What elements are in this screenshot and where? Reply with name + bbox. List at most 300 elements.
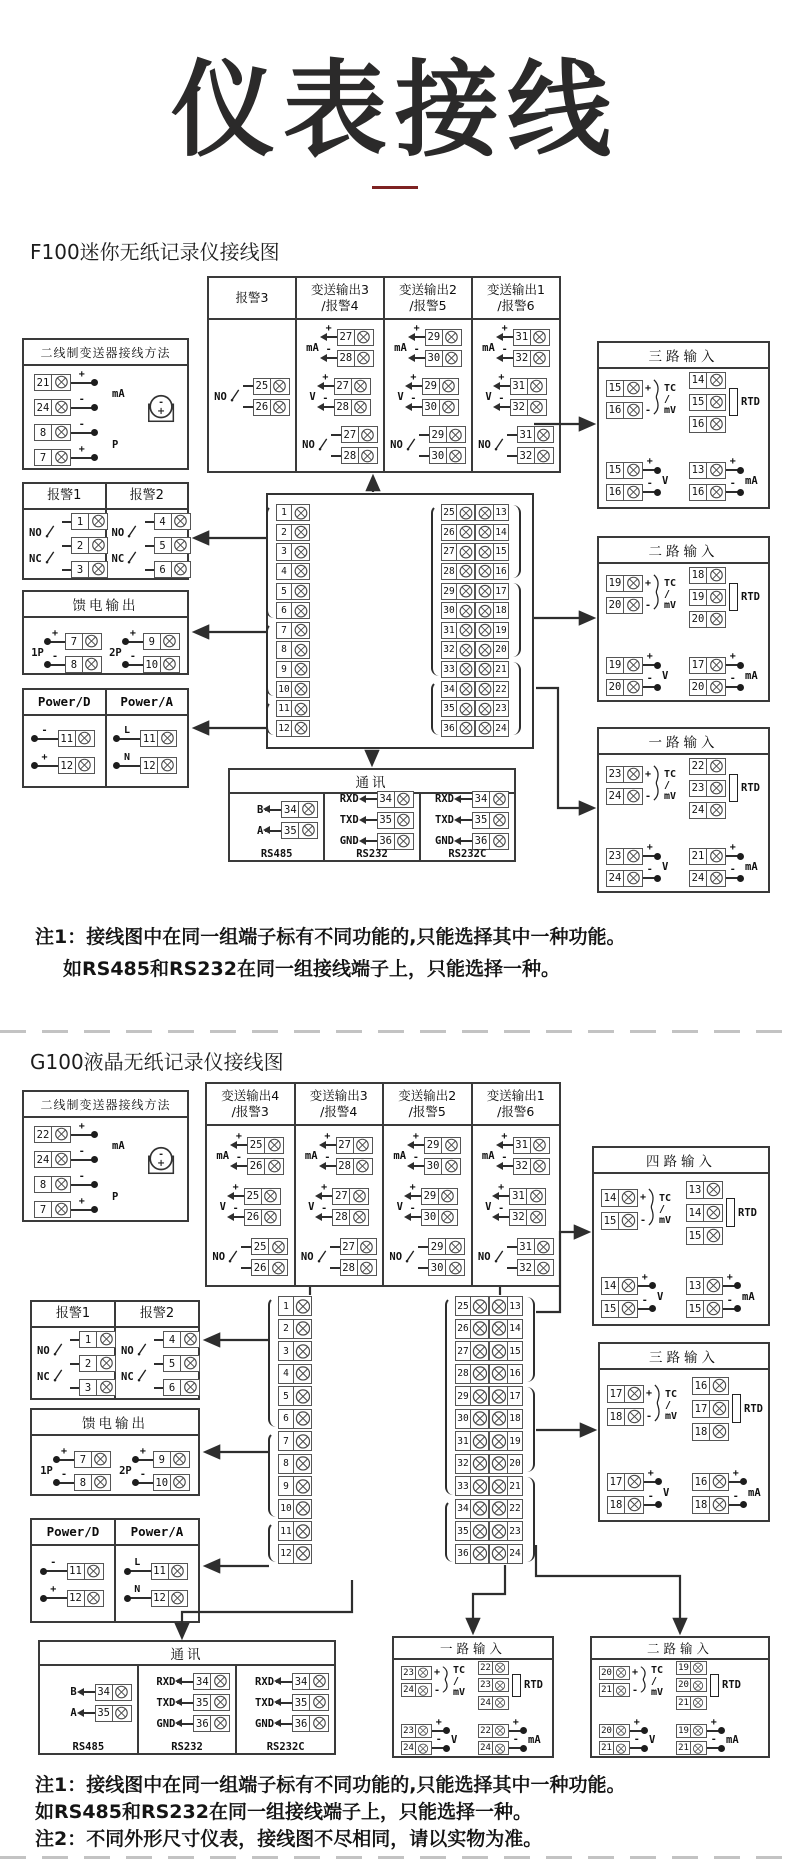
screw-icon <box>354 1138 372 1153</box>
sign-label: + <box>139 1445 146 1457</box>
diagram-part <box>301 1248 328 1267</box>
sign-label: + <box>729 842 736 853</box>
label-rtd: RTD <box>741 396 760 408</box>
diagram-part <box>24 716 187 788</box>
diagram-part: NO <box>29 526 42 539</box>
terminal-row <box>599 1664 640 1682</box>
f_in1-title: 一路输入 <box>599 729 768 755</box>
terminal-row <box>255 1694 334 1711</box>
label-rxd: RXD <box>255 1675 275 1688</box>
terminal-8 <box>65 656 102 673</box>
sign-label: + <box>501 1131 508 1143</box>
wire-segment <box>71 393 95 409</box>
screw-icon <box>710 1424 728 1440</box>
screw-icon <box>535 427 553 442</box>
terminal-number: 20 <box>690 612 707 627</box>
screw-icon <box>457 564 474 579</box>
label-ma: mA <box>745 670 758 682</box>
terminal-number: 15 <box>493 544 508 559</box>
terminal-34 <box>377 791 414 808</box>
resistor-icon <box>729 583 738 612</box>
tc-label-line: / <box>665 1399 672 1411</box>
terminal-row <box>278 1363 312 1386</box>
terminal-number: 18 <box>507 1410 522 1428</box>
terminal-23 <box>401 1666 432 1680</box>
wire-segment <box>507 1246 517 1248</box>
terminal-number: 5 <box>164 1356 181 1371</box>
group-no <box>212 1236 288 1278</box>
label-rxd: RXD <box>156 1675 176 1688</box>
terminal-20 <box>599 1666 630 1680</box>
terminal-number: 4 <box>155 514 172 529</box>
group-no <box>389 1236 465 1278</box>
diagram-part <box>606 456 658 503</box>
communication-block <box>228 768 516 862</box>
terminal-30 <box>422 399 459 416</box>
tc-label-line: / <box>664 779 671 791</box>
terminal-row <box>689 777 726 799</box>
wire-segment <box>729 1467 744 1483</box>
terminal-6 <box>154 561 191 578</box>
terminal-number: 24 <box>607 871 624 886</box>
terminal-row <box>278 1475 312 1498</box>
terminal-19 <box>475 622 509 639</box>
terminal-15 <box>601 1300 638 1318</box>
label-no <box>112 523 139 542</box>
label-txd: TXD <box>255 1696 275 1709</box>
group-1p <box>40 1445 111 1494</box>
transmitter-icon <box>145 1144 179 1182</box>
label-no: NO <box>300 1251 314 1264</box>
group-bracket <box>266 701 274 735</box>
terminal-number: 34 <box>473 792 490 807</box>
comm-column <box>421 794 514 862</box>
screw-icon <box>439 1189 457 1204</box>
screw-icon <box>624 680 642 695</box>
screw-icon <box>443 351 461 366</box>
screw-icon <box>531 351 549 366</box>
sign-label: - <box>139 1468 146 1480</box>
switch-icon <box>137 1367 148 1386</box>
screw-icon <box>476 603 493 618</box>
group-ma <box>481 1131 550 1177</box>
terminal-number: 31 <box>442 623 457 638</box>
screw-icon <box>52 400 70 415</box>
terminal-15 <box>601 1212 638 1230</box>
terminal-5 <box>278 1386 312 1406</box>
terminal-row <box>435 833 514 850</box>
screw-icon <box>710 1474 728 1490</box>
terminal-4 <box>278 1364 312 1384</box>
diagram-part <box>606 842 658 889</box>
screw-icon <box>614 1742 629 1754</box>
screw-icon <box>457 603 474 618</box>
g_in2-title: 二路输入 <box>592 1638 768 1660</box>
terminal-row <box>441 523 509 543</box>
wire-segment <box>241 1267 251 1269</box>
terminal-row <box>606 572 653 594</box>
screw-icon <box>625 1409 643 1425</box>
switch-icon <box>137 1341 148 1360</box>
wire-segment <box>643 478 658 493</box>
terminal-number: 24 <box>479 1697 493 1709</box>
wire-segment <box>406 1203 421 1218</box>
power-column <box>32 1546 116 1623</box>
group-no <box>214 376 290 418</box>
group-bracket <box>266 623 274 696</box>
terminal-row <box>455 1408 523 1431</box>
wire-segment <box>495 372 510 387</box>
tc-label-line: mV <box>665 1410 678 1422</box>
terminal-row <box>441 699 509 719</box>
terminal-number: 26 <box>254 400 271 415</box>
screw-icon <box>476 525 493 540</box>
wire-segment <box>494 1203 509 1218</box>
terminal-number: 19 <box>677 1725 691 1737</box>
input-block <box>597 341 770 509</box>
terminal-11 <box>278 1521 312 1541</box>
sign-label: - <box>435 1734 442 1746</box>
terminal-row <box>606 377 653 399</box>
power-title: Power/A <box>130 1524 184 1540</box>
label-v: V <box>662 475 669 487</box>
screw-icon <box>271 379 289 394</box>
terminal-row <box>276 581 310 601</box>
terminal-row <box>62 537 108 554</box>
wire-segment <box>643 673 658 688</box>
diagram-part <box>209 278 559 320</box>
wire-segment <box>276 1702 292 1704</box>
terminal-1 <box>276 504 310 521</box>
terminal-row <box>606 763 653 785</box>
terminal-number: 23 <box>402 1667 416 1679</box>
screw-icon <box>211 1695 229 1710</box>
feed-body <box>32 1436 198 1494</box>
terminal-row <box>330 1257 377 1278</box>
terminal-row <box>478 1734 524 1758</box>
terminal-number: 14 <box>507 1320 522 1338</box>
terminal-number: 30 <box>426 351 443 366</box>
terminal-number: 16 <box>507 1365 522 1383</box>
group-v <box>606 651 669 698</box>
screw-icon <box>476 584 493 599</box>
terminal-row <box>441 621 509 641</box>
sign-label: - <box>645 599 652 611</box>
label-no <box>121 1341 148 1360</box>
screw-icon <box>528 379 546 394</box>
screw-icon <box>707 373 725 388</box>
screw-icon <box>52 450 70 465</box>
screw-icon <box>471 1410 488 1428</box>
screw-icon <box>691 1697 706 1709</box>
label-no: NO <box>477 1251 491 1264</box>
terminal-strip-dual <box>455 1295 523 1565</box>
diagram-part <box>70 1339 79 1341</box>
terminal-number: 30 <box>425 1159 442 1174</box>
terminal-number: 13 <box>687 1278 704 1294</box>
alarm-column <box>32 1328 116 1400</box>
wire-path <box>536 688 593 808</box>
power-title: Power/D <box>24 690 107 714</box>
terminal-number: 19 <box>677 1662 691 1674</box>
wire-segment <box>644 1490 659 1506</box>
terminal-20 <box>689 679 726 696</box>
wire-segment <box>495 393 510 408</box>
terminal-number: 8 <box>279 1455 294 1473</box>
wire-path <box>473 1565 505 1632</box>
screw-icon <box>299 823 317 838</box>
section-divider-dashed <box>0 1030 790 1033</box>
brace-icon <box>640 1666 648 1697</box>
terminal-row <box>255 1715 334 1732</box>
wire-segment <box>498 344 513 359</box>
terminal-21 <box>676 1741 707 1755</box>
screw-icon <box>181 1332 199 1347</box>
label-nc <box>37 1367 64 1386</box>
diagram-part <box>607 1467 659 1516</box>
terminal-number: 31 <box>510 1189 527 1204</box>
wire-segment <box>630 1734 645 1749</box>
terminal-number: 16 <box>493 564 508 579</box>
wire-segment <box>456 840 472 842</box>
sign-label: + <box>129 627 136 639</box>
sign-label: - <box>646 1411 653 1422</box>
diagram-part <box>686 1271 738 1320</box>
label-gnd: GND <box>339 835 359 847</box>
terminal-35 <box>193 1694 230 1711</box>
terminal-row <box>419 445 466 466</box>
terminal-4 <box>154 513 191 530</box>
terminal-15 <box>606 380 643 397</box>
wire-segment <box>330 1267 340 1269</box>
sign-label: + <box>647 1467 654 1479</box>
screw-icon <box>52 1127 70 1142</box>
terminal-14 <box>475 524 509 541</box>
terminal-26 <box>251 1259 288 1276</box>
terminal-number: 15 <box>607 381 624 396</box>
title-line1: 变送输出3 <box>311 282 369 298</box>
g_twowire-title: 二线制变送器接线方法 <box>24 1092 187 1118</box>
terminal-12 <box>151 1590 188 1607</box>
terminal-row <box>692 1397 729 1420</box>
terminal-row <box>601 1294 653 1320</box>
terminal-row <box>676 1734 722 1758</box>
terminal-32 <box>513 350 550 367</box>
screw-icon <box>710 1497 728 1513</box>
screw-icon <box>471 1387 488 1405</box>
screw-icon <box>707 485 725 500</box>
diagram-part <box>390 436 417 455</box>
terminal-29 <box>424 1137 461 1154</box>
terminal-row <box>692 1374 729 1397</box>
group-v <box>607 1467 670 1516</box>
diagram-part <box>212 1248 239 1267</box>
wire-segment <box>494 1182 509 1197</box>
sign-label: + <box>498 372 505 383</box>
diagram-part <box>32 1328 198 1400</box>
resistor-icon <box>732 1394 741 1424</box>
screw-icon <box>355 351 373 366</box>
terminal-number: 21 <box>600 1684 614 1696</box>
resistor-icon <box>726 1198 735 1228</box>
tc-label-line: TC <box>664 768 677 780</box>
terminal-3 <box>276 543 310 560</box>
terminal-number: 1 <box>277 505 292 520</box>
wire-segment <box>241 1246 251 1248</box>
terminal-11 <box>58 730 95 747</box>
terminal-6 <box>276 602 310 619</box>
terminal-number: 7 <box>277 623 292 638</box>
terminal-row <box>478 1694 509 1712</box>
wire-segment <box>71 1120 95 1136</box>
output-column <box>296 1126 385 1287</box>
terminal-number: 31 <box>518 1239 535 1254</box>
terminal-row <box>278 1430 312 1453</box>
terminal-row <box>689 478 741 503</box>
terminal-12 <box>276 720 310 737</box>
screw-icon <box>440 400 458 415</box>
screw-icon <box>447 427 465 442</box>
label-no: NO <box>302 439 315 452</box>
screw-icon <box>704 1301 722 1317</box>
terminal-18 <box>689 567 726 584</box>
terminal-number: 11 <box>59 731 76 746</box>
terminal-number: 11 <box>277 701 292 716</box>
screw-icon <box>614 1667 629 1679</box>
diagram-part <box>145 521 154 523</box>
terminal-number: 16 <box>693 1378 710 1394</box>
label-b: B <box>70 1686 77 1698</box>
group-v <box>396 1182 458 1228</box>
tc-label-line: TC <box>664 382 677 394</box>
screw-icon <box>294 1410 311 1428</box>
diagram-part <box>676 1659 707 1712</box>
switch-icon <box>494 436 505 455</box>
brace-icon <box>648 1188 656 1230</box>
terminal-15 <box>686 1300 723 1318</box>
screw-icon <box>490 1365 507 1383</box>
group-v <box>397 372 458 418</box>
terminal-number: 35 <box>293 1695 310 1710</box>
wire-segment <box>707 1716 722 1732</box>
terminal-number: 15 <box>602 1301 619 1317</box>
diagram-part <box>62 521 71 523</box>
sign-label: - <box>645 790 652 802</box>
diagram-part: NC <box>111 552 125 565</box>
terminal-24 <box>606 870 643 887</box>
screw-icon <box>358 1239 376 1254</box>
screw-icon <box>442 1138 460 1153</box>
group-1p <box>31 627 102 676</box>
terminal-number: 26 <box>245 1210 262 1225</box>
terminal-15 <box>686 1227 723 1245</box>
screw-icon <box>294 1522 311 1540</box>
diagram-part <box>331 424 378 466</box>
terminal-28 <box>340 1259 377 1276</box>
diagram-part <box>62 545 71 547</box>
terminal-16 <box>475 563 509 580</box>
alarm-title: 报警1 <box>24 484 107 508</box>
terminal-16 <box>606 402 643 419</box>
diagram-part <box>498 323 550 369</box>
screw-icon <box>92 1452 110 1467</box>
label-ma: mA <box>306 341 319 354</box>
transmit-output-block <box>205 1082 561 1287</box>
sign-label: + <box>633 1716 640 1728</box>
terminal-row <box>689 413 726 435</box>
sign-label: - <box>78 1145 85 1157</box>
terminal-number: 28 <box>442 564 457 579</box>
terminal-row <box>319 393 371 418</box>
terminal-row <box>455 1543 523 1566</box>
terminal-number: 8 <box>75 1475 92 1490</box>
screw-icon <box>527 1189 545 1204</box>
diagram-part <box>692 1374 729 1443</box>
terminal-row <box>154 1379 200 1396</box>
screw-icon <box>350 1189 368 1204</box>
sign-label: + <box>645 768 652 780</box>
wire-segment <box>135 1445 153 1461</box>
terminal-31 <box>441 622 475 639</box>
g100-section-heading: G100液晶无纸记录仪接线图 <box>30 1050 284 1074</box>
sign-label: - <box>322 393 329 404</box>
terminal-number: 18 <box>693 1497 710 1513</box>
terminal-row <box>689 755 726 777</box>
terminal-34 <box>292 1673 329 1690</box>
terminal-row <box>62 513 108 530</box>
terminal-21 <box>489 1476 523 1496</box>
terminal-2 <box>276 524 310 541</box>
screw-icon <box>158 731 176 746</box>
diagram-part: NC <box>29 552 42 565</box>
terminal-11 <box>67 1563 104 1580</box>
terminal-number: 13 <box>690 463 707 478</box>
terminal-number: 32 <box>456 1455 471 1473</box>
terminal-row <box>686 1178 723 1201</box>
sign-label: - <box>732 1490 739 1502</box>
screw-icon <box>262 1189 280 1204</box>
terminal-row <box>276 621 310 641</box>
terminal-30 <box>421 1209 458 1226</box>
diagram-part: NC <box>121 1370 134 1383</box>
terminal-number: 30 <box>442 603 457 618</box>
label-nc <box>29 549 56 568</box>
wire-segment <box>71 1145 95 1161</box>
sign-label: + <box>641 1271 648 1283</box>
terminal-number: 21 <box>493 662 508 677</box>
terminal-row <box>676 1694 707 1712</box>
switch-icon <box>45 523 56 542</box>
terminal-strip <box>276 503 310 738</box>
screw-icon <box>707 680 725 695</box>
group-tc-mv <box>606 763 676 807</box>
wire-segment <box>177 1702 193 1704</box>
group-ma <box>304 1131 373 1177</box>
title-line1: 报警3 <box>235 290 269 306</box>
wire-segment <box>232 1131 247 1146</box>
terminal-number: 28 <box>342 448 359 463</box>
terminal-29 <box>429 426 466 443</box>
screw-icon <box>471 1500 488 1518</box>
wire-segment <box>243 385 253 387</box>
group-v <box>606 456 669 503</box>
terminal-number: 5 <box>155 538 172 553</box>
terminal-24 <box>34 1151 71 1168</box>
terminal-row <box>243 397 290 418</box>
brace-icon <box>654 1384 662 1426</box>
terminal-34 <box>441 681 475 698</box>
diagram-part <box>70 1363 79 1365</box>
